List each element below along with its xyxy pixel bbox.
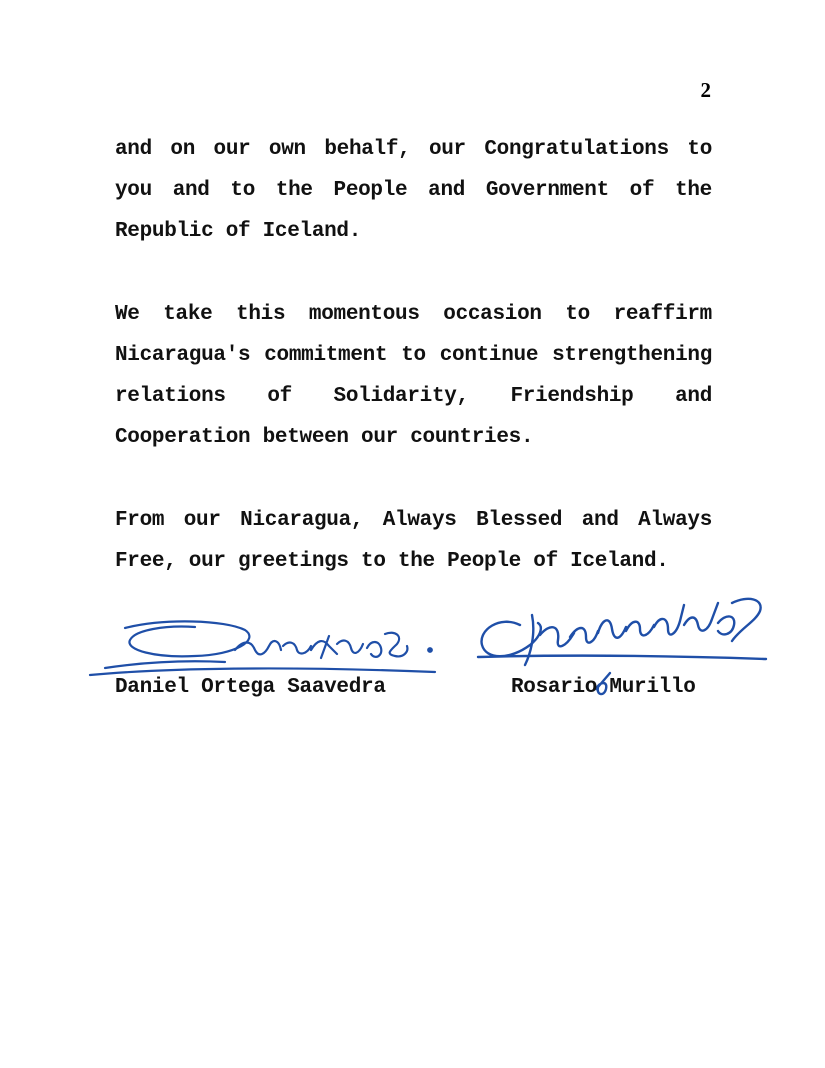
paragraph-greetings: From our Nicaragua, Always Blessed and Always Free, our greetings to the People of Iceland.	[115, 509, 712, 573]
paragraph-congratulations: and on our own behalf, our Congratulations to you and to the People and Government of the Republic of Iceland.	[115, 138, 712, 243]
page-number: 2	[700, 78, 711, 102]
paragraph-commitment: We take this momentous occasion to reaffirm Nicaragua's commitment to continue strengthening relations of Solidarity, Friendship and Cooperation between our countries.	[115, 303, 712, 449]
signer-name-1: Daniel Ortega Saavedra	[115, 676, 386, 699]
signature-daniel-ortega	[85, 610, 445, 680]
signer-name-2: Rosario Murillo	[511, 676, 696, 699]
